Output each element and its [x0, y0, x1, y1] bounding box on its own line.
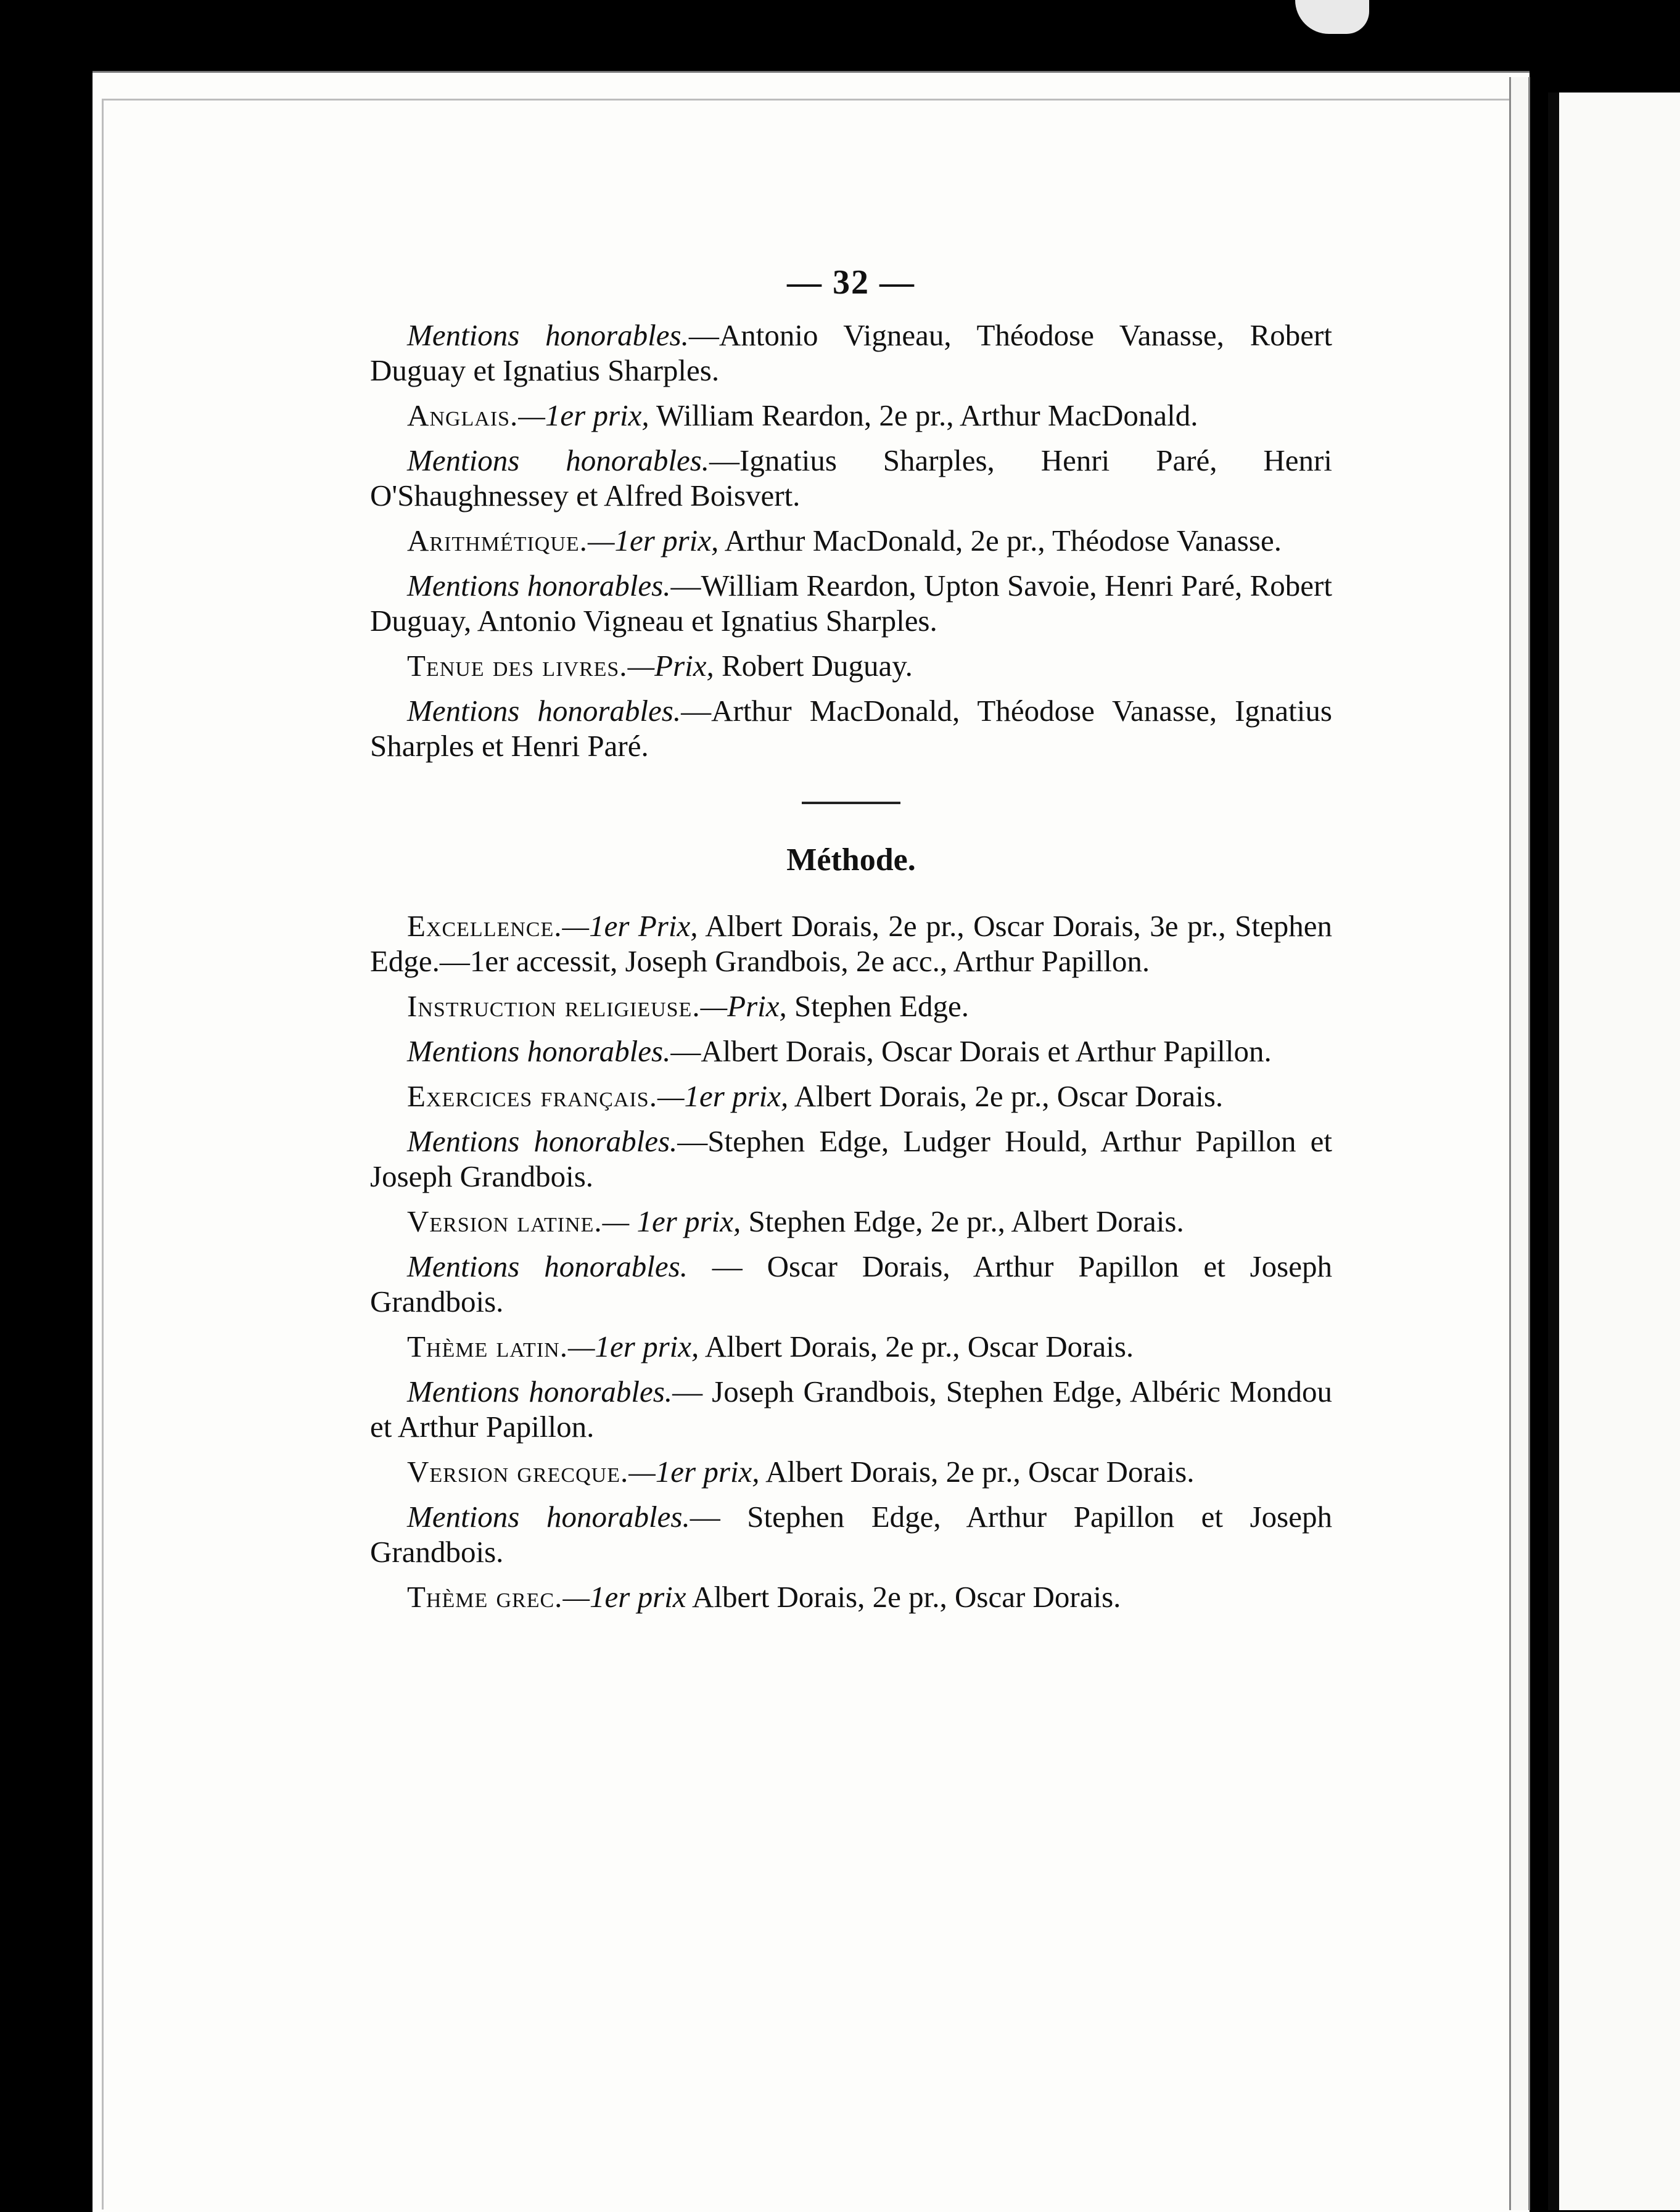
prize-type: —1er Prix,	[562, 909, 698, 943]
scan-blot	[1295, 0, 1369, 34]
section-prizes-continued	[370, 318, 1332, 763]
prize-entry	[370, 1204, 1332, 1239]
page-number: — 32 —	[787, 263, 915, 302]
prize-type: Mentions honorables.	[407, 443, 710, 477]
prize-type: — 1er prix,	[602, 1204, 741, 1238]
prize-recipients: Robert Duguay.	[714, 649, 913, 683]
prize-recipients: —Arthur MacDonald, Théodose Vanasse, Ignatius Sharples et Henri Paré.	[370, 694, 1332, 763]
subject-label: Excellence.	[407, 909, 562, 943]
prize-entry	[370, 1079, 1332, 1114]
prize-entry	[370, 443, 1332, 513]
prize-type: —1er prix	[562, 1580, 686, 1614]
adjacent-page-strip	[1548, 93, 1680, 2210]
prize-recipients: Albert Dorais, 2e pr., Oscar Dorais, 3e pr., Stephen Edge.—1er accessit, Joseph Grandbois, 2e acc., Arthur Papillon.	[370, 909, 1333, 978]
prize-entry	[370, 1034, 1332, 1069]
subject-label: Version latine.	[407, 1204, 603, 1238]
prize-type: Mentions honorables.	[407, 1124, 678, 1158]
page-content	[370, 265, 1332, 1624]
prize-type: —1er prix,	[567, 1330, 699, 1363]
prize-type: Mentions honorables.	[407, 1249, 688, 1283]
prize-type: Mentions honorables.	[407, 694, 681, 728]
subject-label: Anglais.	[407, 398, 519, 432]
prize-entry	[370, 1329, 1332, 1364]
prize-entry	[370, 318, 1332, 388]
prize-entry	[370, 398, 1332, 433]
subject-label: Exercices français.	[407, 1079, 657, 1113]
prize-recipients: — Stephen Edge, Arthur Papillon et Joseph Grandbois.	[370, 1500, 1332, 1569]
prize-recipients: Albert Dorais, 2e pr., Oscar Dorais.	[686, 1580, 1121, 1614]
prize-entry	[370, 1454, 1332, 1489]
subject-label: Arithmétique.	[407, 524, 588, 557]
prize-type: Mentions honorables.	[407, 1500, 690, 1534]
prize-entry	[370, 1374, 1332, 1444]
section-heading-methode: Méthode.	[786, 842, 916, 878]
prize-recipients: Albert Dorais, 2e pr., Oscar Dorais.	[759, 1455, 1195, 1489]
prize-recipients: —William Reardon, Upton Savoie, Henri Paré, Robert Duguay, Antonio Vigneau et Ignatius Sharples.	[370, 569, 1332, 638]
prize-recipients: Albert Dorais, 2e pr., Oscar Dorais.	[788, 1079, 1224, 1113]
section-methode-prizes	[370, 908, 1332, 1614]
prize-entry	[370, 989, 1332, 1024]
prize-recipients: Arthur MacDonald, 2e pr., Théodose Vanasse.	[719, 524, 1282, 557]
prize-entry	[370, 523, 1332, 558]
prize-entry	[370, 568, 1332, 638]
subject-label: Thème grec.	[407, 1580, 563, 1614]
subject-label: Instruction religieuse.	[407, 989, 701, 1023]
prize-recipients: — Joseph Grandbois, Stephen Edge, Albéric Mondou et Arthur Papillon.	[370, 1375, 1332, 1444]
prize-recipients: William Reardon, 2e pr., Arthur MacDonald.	[649, 398, 1198, 432]
prize-type: —Prix,	[700, 989, 787, 1023]
prize-type: Mentions honorables.	[407, 569, 671, 602]
section-divider	[802, 802, 900, 804]
prize-entry	[370, 648, 1332, 683]
page-stack-edge	[1509, 77, 1530, 2210]
prize-type: Mentions honorables.	[407, 1375, 673, 1408]
prize-type: Mentions honorables.	[407, 318, 689, 352]
prize-type: —Prix,	[627, 649, 714, 683]
prize-entry	[370, 1249, 1332, 1319]
prize-type: —1er prix,	[628, 1455, 760, 1489]
prize-type: —1er prix,	[587, 524, 719, 557]
prize-type: —1er prix,	[657, 1079, 789, 1113]
prize-recipients: Stephen Edge, 2e pr., Albert Dorais.	[741, 1204, 1184, 1238]
prize-recipients: —Antonio Vigneau, Théodose Vanasse, Robert Duguay et Ignatius Sharples.	[370, 318, 1332, 387]
prize-entry	[370, 908, 1332, 979]
prize-entry	[370, 693, 1332, 763]
prize-recipients: Stephen Edge.	[786, 989, 970, 1023]
subject-label: Thème latin.	[407, 1330, 568, 1363]
prize-recipients: —Ignatius Sharples, Henri Paré, Henri O'Shaughnessey et Alfred Boisvert.	[370, 443, 1332, 512]
prize-type: —1er prix,	[518, 398, 649, 432]
prize-recipients: —Albert Dorais, Oscar Dorais et Arthur Papillon.	[670, 1034, 1272, 1068]
subject-label: Version grecque.	[407, 1455, 629, 1489]
prize-entry	[370, 1124, 1332, 1194]
prize-type: Mentions honorables.	[407, 1034, 671, 1068]
subject-label: Tenue des livres.	[407, 649, 628, 683]
prize-recipients: — Oscar Dorais, Arthur Papillon et Joseph Grandbois.	[370, 1249, 1332, 1318]
prize-recipients: Albert Dorais, 2e pr., Oscar Dorais.	[699, 1330, 1134, 1363]
prize-recipients: —Stephen Edge, Ludger Hould, Arthur Papillon et Joseph Grandbois.	[370, 1124, 1332, 1193]
prize-entry	[370, 1499, 1332, 1569]
prize-entry	[370, 1579, 1332, 1614]
